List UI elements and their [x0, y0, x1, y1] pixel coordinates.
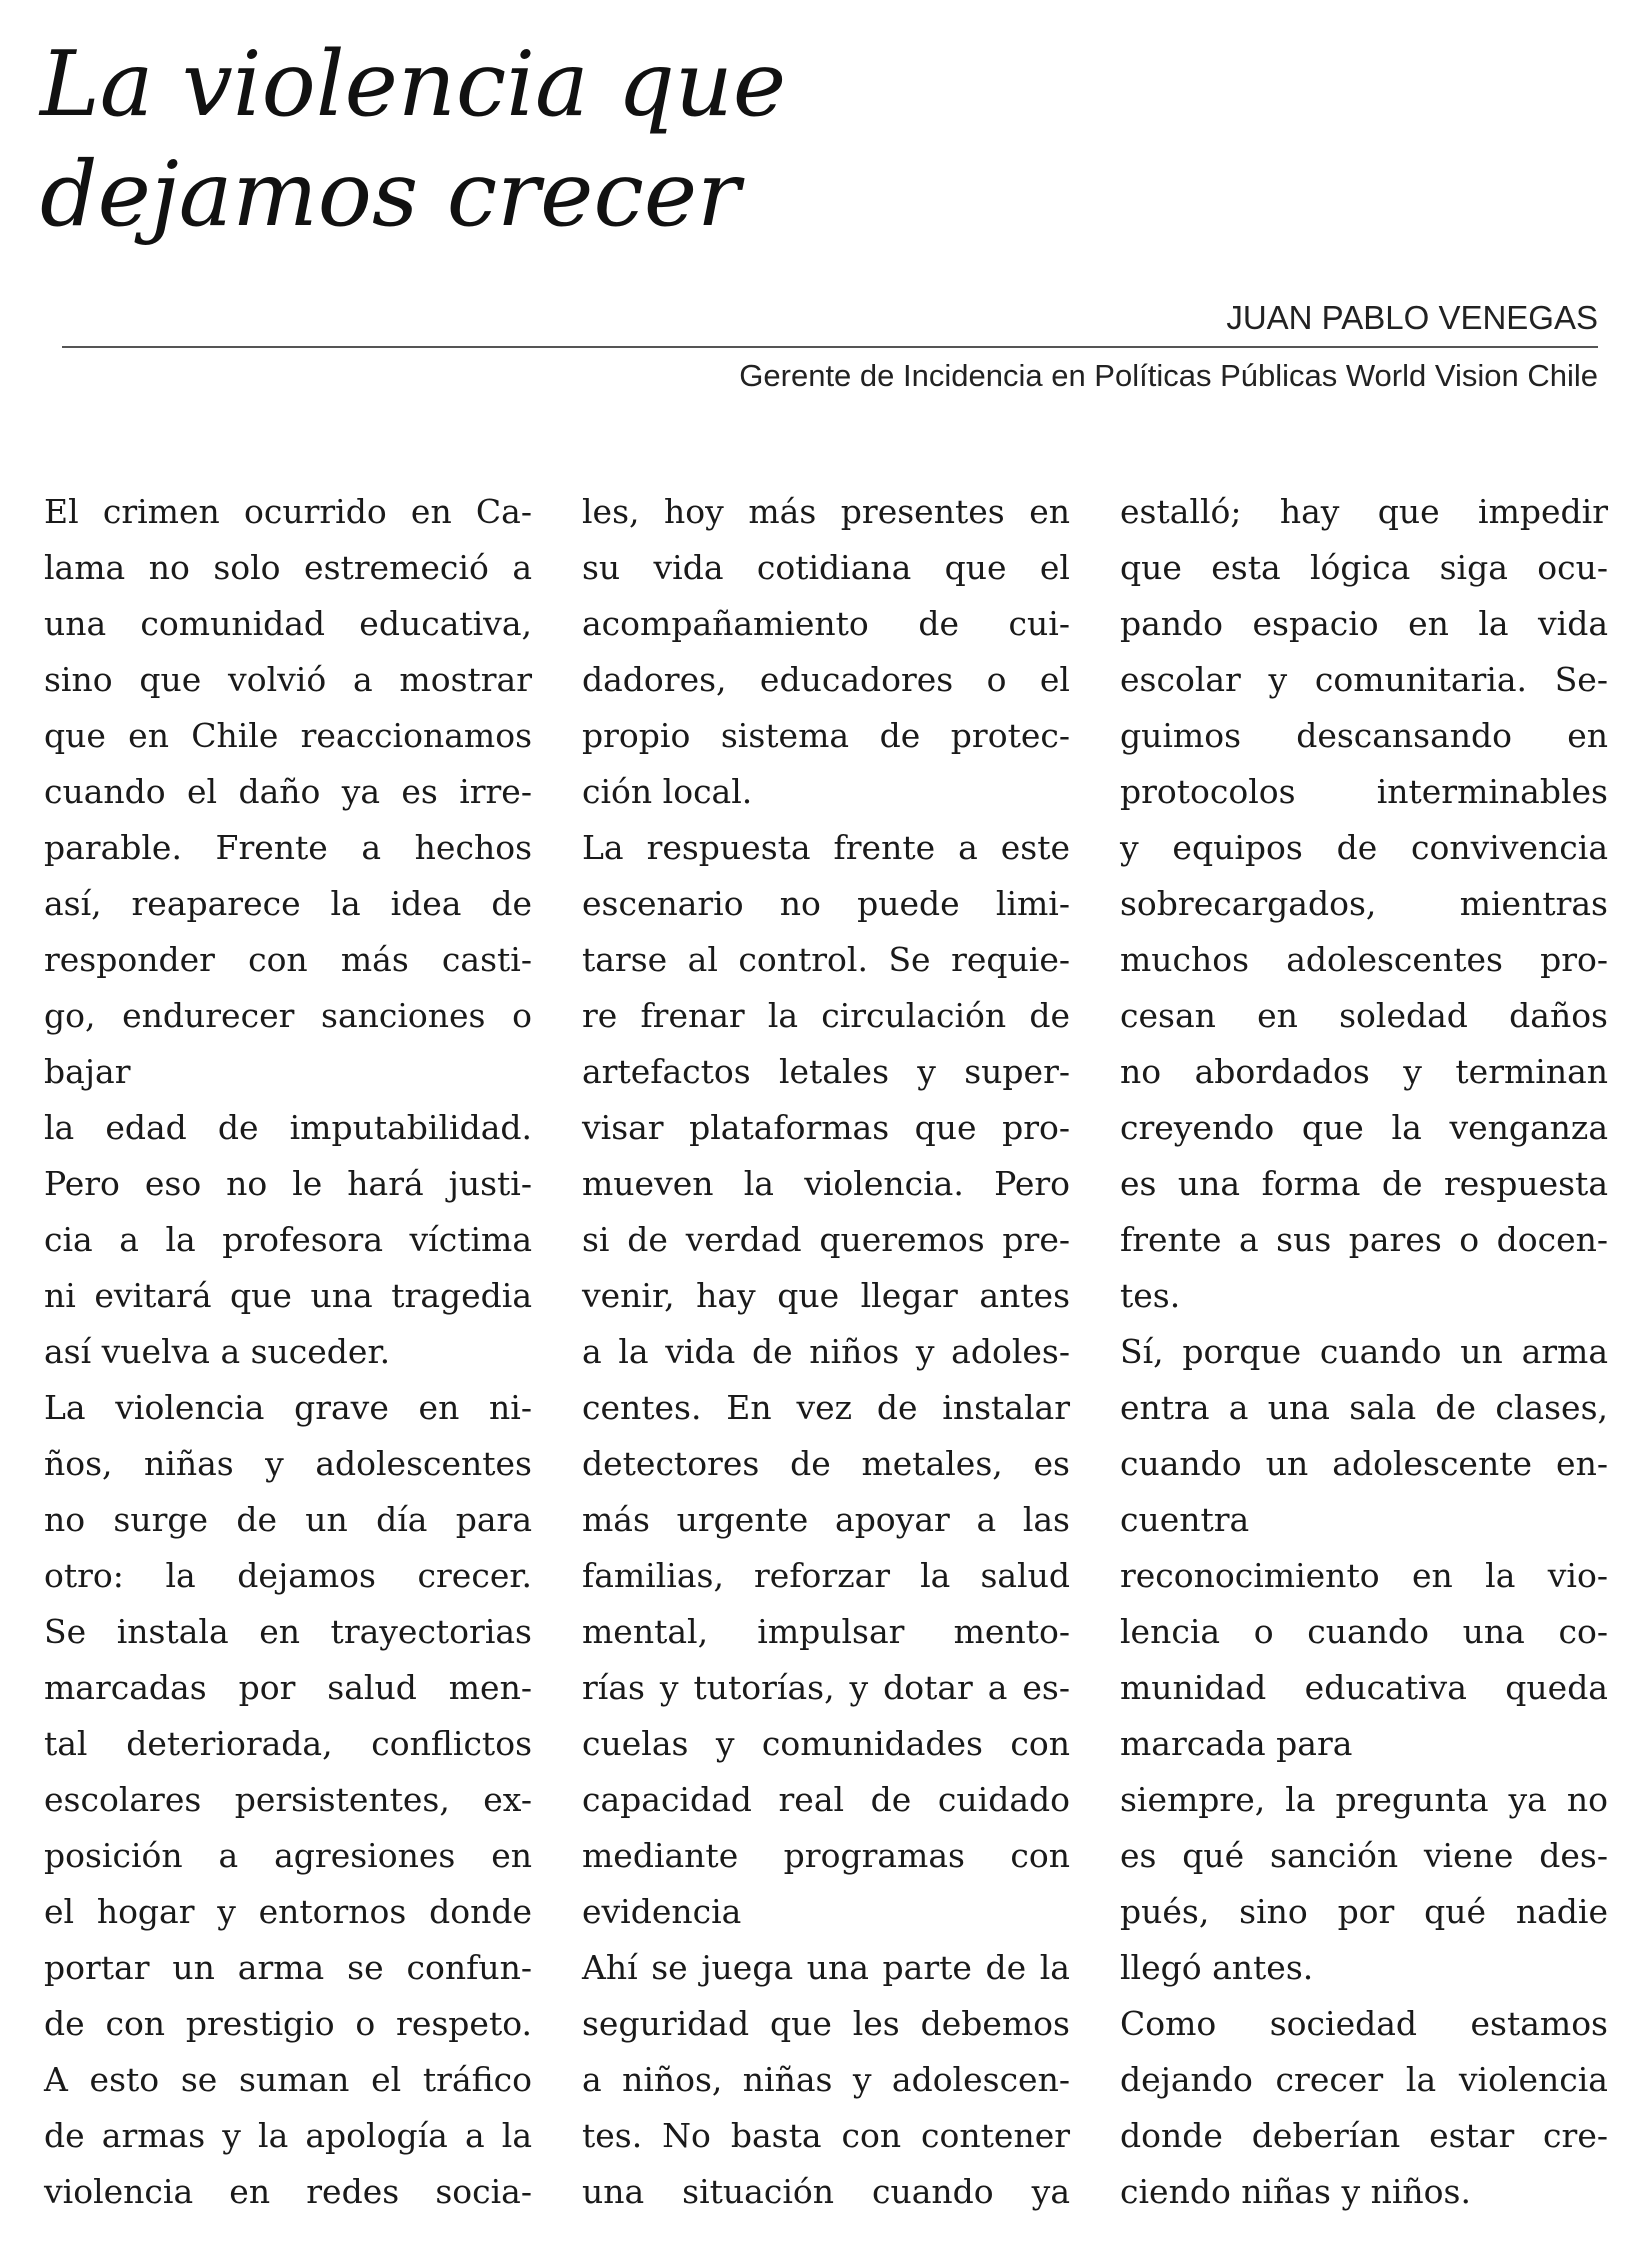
body-line: ni evitará que una tragedia [44, 1276, 532, 1315]
byline-divider [62, 346, 1598, 348]
body-line: cuando un adolescente en- [1120, 1444, 1608, 1483]
body-line: responder con más casti- [44, 940, 532, 979]
body-line: ños, niñas y adolescentes [44, 1444, 532, 1483]
body-line: parable. Frente a hechos [44, 828, 532, 867]
body-line: cesan en soledad daños [1120, 996, 1608, 1035]
body-line: frente a sus pares o docen- [1120, 1220, 1608, 1259]
body-line: La violencia grave en ni- [44, 1388, 532, 1427]
body-line: Pero eso no le hará justi- [44, 1164, 532, 1203]
body-line: no abordados y terminan [1120, 1052, 1608, 1091]
body-line: bajar [44, 1052, 131, 1091]
body-line: dejando crecer la violencia [1120, 2060, 1608, 2099]
body-line: muchos adolescentes pro- [1120, 940, 1608, 979]
body-line: re frenar la circulación de [582, 996, 1070, 1035]
body-line: El crimen ocurrido en Ca- [44, 492, 532, 531]
body-line: lencia o cuando una co- [1120, 1612, 1608, 1651]
body-line: munidad educativa queda [1120, 1668, 1608, 1707]
body-line: así vuelva a suceder. [44, 1332, 391, 1371]
body-line: una comunidad educativa, [44, 604, 532, 643]
body-line: guimos descansando en [1120, 716, 1608, 755]
body-line: La respuesta frente a este [582, 828, 1070, 867]
body-line: dadores, educadores o el [582, 660, 1070, 699]
body-line: llegó antes. [1120, 1948, 1314, 1987]
body-line: tal deteriorada, conflictos [44, 1724, 532, 1763]
body-line: marcada para [1120, 1724, 1353, 1763]
body-column-3 [1120, 484, 1608, 2220]
body-line: a la vida de niños y adoles- [582, 1332, 1070, 1371]
body-line: mediante programas con [582, 1836, 1070, 1875]
body-line: si de verdad queremos pre- [582, 1220, 1070, 1259]
body-line: marcadas por salud men- [44, 1668, 532, 1707]
article-headline [40, 30, 1240, 250]
body-column-1 [44, 484, 532, 2220]
body-line: lama no solo estremeció a [44, 548, 532, 587]
body-line: mueven la violencia. Pero [582, 1164, 1070, 1203]
body-line: portar un arma se confun- [44, 1948, 532, 1987]
body-line: la edad de imputabilidad. [44, 1108, 532, 1147]
body-line: otro: la dejamos crecer. [44, 1556, 532, 1595]
body-column-2 [582, 484, 1070, 2220]
body-line: tes. No basta con contener [582, 2116, 1070, 2155]
body-line: entra a una sala de clases, [1120, 1388, 1608, 1427]
body-line: escenario no puede limi- [582, 884, 1070, 923]
body-line: de con prestigio o respeto. [44, 2004, 532, 2043]
body-line: sobrecargados, mientras [1120, 884, 1608, 923]
body-line: pando espacio en la vida [1120, 604, 1608, 643]
body-line: rías y tutorías, y dotar a es- [582, 1668, 1070, 1707]
body-line: siempre, la pregunta ya no [1120, 1780, 1608, 1819]
body-line: el hogar y entornos donde [44, 1892, 532, 1931]
body-line: donde deberían estar cre- [1120, 2116, 1608, 2155]
body-line: go, endurecer sanciones o [44, 996, 532, 1035]
body-line: venir, hay que llegar antes [582, 1276, 1070, 1315]
body-line: a niños, niñas y adolescen- [582, 2060, 1070, 2099]
body-line: escolares persistentes, ex- [44, 1780, 532, 1819]
body-line: cuando el daño ya es irre- [44, 772, 532, 811]
body-line: una situación cuando ya [582, 2172, 1070, 2211]
body-line: sino que volvió a mostrar [44, 660, 532, 699]
author-role: Gerente de Incidencia en Políticas Públicas World Vision Chile [739, 358, 1598, 393]
headline-line-1: La violencia que [40, 32, 787, 137]
body-line: protocolos interminables [1120, 772, 1608, 811]
body-line: creyendo que la venganza [1120, 1108, 1608, 1147]
body-line: cuelas y comunidades con [582, 1724, 1070, 1763]
body-line: Se instala en trayectorias [44, 1612, 532, 1651]
body-line: tarse al control. Se requie- [582, 940, 1070, 979]
body-line: les, hoy más presentes en [582, 492, 1070, 531]
body-line: visar plataformas que pro- [582, 1108, 1070, 1147]
body-line: detectores de metales, es [582, 1444, 1070, 1483]
body-line: centes. En vez de instalar [582, 1388, 1070, 1427]
body-line: familias, reforzar la salud [582, 1556, 1070, 1595]
body-line: acompañamiento de cui- [582, 604, 1070, 643]
body-line: así, reaparece la idea de [44, 884, 532, 923]
body-line: ción local. [582, 772, 753, 811]
author-name: JUAN PABLO VENEGAS [1226, 299, 1598, 336]
article-body [0, 484, 1648, 2244]
body-line: es una forma de respuesta [1120, 1164, 1608, 1203]
body-line: cuentra [1120, 1500, 1250, 1539]
body-line: artefactos letales y super- [582, 1052, 1070, 1091]
body-line: mental, impulsar mento- [582, 1612, 1070, 1651]
body-line: no surge de un día para [44, 1500, 532, 1539]
body-line: que en Chile reaccionamos [44, 716, 532, 755]
body-line: y equipos de convivencia [1120, 828, 1608, 867]
body-line: estalló; hay que impedir [1120, 492, 1608, 531]
body-line: violencia en redes socia- [44, 2172, 532, 2211]
body-line: es qué sanción viene des- [1120, 1836, 1608, 1875]
body-line: Ahí se juega una parte de la [582, 1948, 1070, 1987]
body-line: tes. [1120, 1276, 1181, 1315]
body-line: más urgente apoyar a las [582, 1500, 1070, 1539]
body-line: Como sociedad estamos [1120, 2004, 1608, 2043]
body-line: propio sistema de protec- [582, 716, 1070, 755]
body-line: evidencia [582, 1892, 742, 1931]
headline-line-2: dejamos crecer [40, 142, 741, 247]
body-line: posición a agresiones en [44, 1836, 532, 1875]
body-line: cia a la profesora víctima [44, 1220, 532, 1259]
body-line: seguridad que les debemos [582, 2004, 1070, 2043]
body-line: capacidad real de cuidado [582, 1780, 1070, 1819]
body-line: A esto se suman el tráfico [44, 2060, 532, 2099]
body-line: que esta lógica siga ocu- [1120, 548, 1608, 587]
body-line: ciendo niñas y niños. [1120, 2172, 1471, 2211]
body-line: reconocimiento en la vio- [1120, 1556, 1608, 1595]
body-line: pués, sino por qué nadie [1120, 1892, 1608, 1931]
body-line: su vida cotidiana que el [582, 548, 1070, 587]
body-line: Sí, porque cuando un arma [1120, 1332, 1608, 1371]
body-line: de armas y la apología a la [44, 2116, 532, 2155]
body-line: escolar y comunitaria. Se- [1120, 660, 1608, 699]
